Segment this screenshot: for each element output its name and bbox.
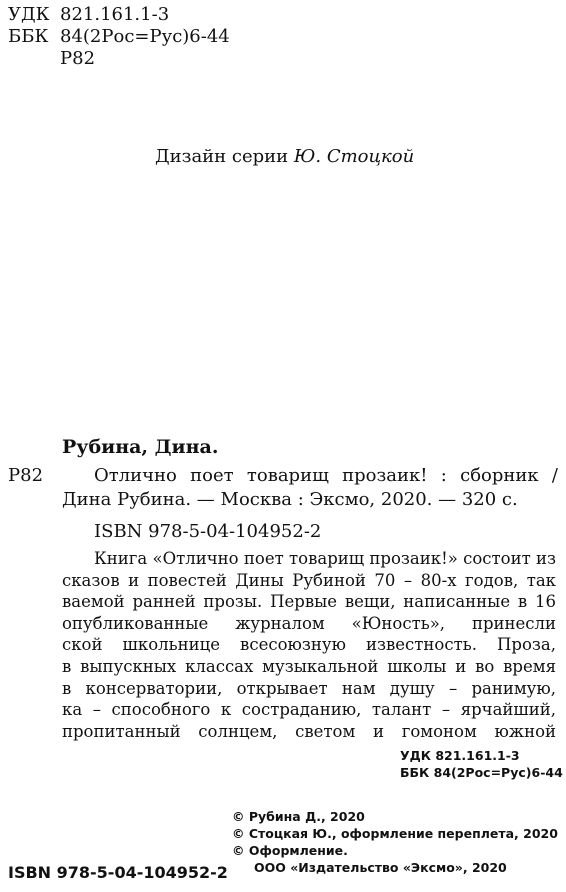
bbk-value: 84(2Рос=Рус)6-44 [60, 26, 230, 47]
bbk-label: ББК [8, 26, 49, 47]
copyright-line: © Оформление. [232, 843, 348, 858]
series-prefix: Дизайн серии [155, 146, 289, 167]
footer-udk: УДК 821.161.1-3 [400, 748, 520, 763]
annotation-line: ской школьнице всесоюзную известность. Проза, [62, 635, 556, 655]
bottom-isbn: ISBN 978-5-04-104952-2 [8, 863, 228, 882]
copyright-block [232, 808, 558, 876]
copyright-line: © Рубина Д., 2020 [232, 809, 365, 824]
udk-value: 821.161.1-3 [60, 4, 170, 25]
copyright-line: © Стоцкая Ю., оформление переплета, 2020 [232, 826, 558, 841]
annotation-line: сказов и повестей Дины Рубиной 70 – 80-х годов, так [62, 570, 556, 590]
author-mark-row [8, 48, 230, 70]
title-line-1: Отлично поет товарищ прозаик! : сборник / [94, 465, 558, 486]
annotation-line: пропитанный солнцем, светом и гомоном южной [62, 721, 556, 741]
copyright-line: ООО «Издательство «Эксмо», 2020 [254, 860, 507, 875]
annotation-line: в консерватории, открывает нам душу – ранимую, [62, 678, 556, 698]
classification-block [8, 4, 230, 70]
annotation-line: в выпускных классах музыкальной школы и во время [62, 656, 556, 676]
record-isbn: ISBN 978-5-04-104952-2 [94, 521, 322, 542]
annotation-line: Книга «Отлично поет товарищ прозаик!» состоит из [94, 549, 556, 568]
udk-row [8, 4, 230, 26]
author-mark-top: Р82 [60, 48, 96, 69]
series-design-credit [155, 146, 414, 167]
annotation-line: опубликованные журналом «Юность», принесли [62, 613, 556, 633]
title-line-2: Дина Рубина. — Москва : Эксмо, 2020. — 320 с. [62, 489, 518, 510]
bbk-row [8, 26, 230, 48]
footer-classification [400, 747, 563, 781]
author-heading: Рубина, Дина. [62, 436, 219, 458]
annotation [62, 548, 556, 742]
author-mark: Р82 [8, 465, 44, 486]
footer-bbk: ББК 84(2Рос=Рус)6-44 [400, 765, 563, 780]
udk-label: УДК [8, 4, 50, 25]
annotation-line: ка – способного к состраданию, талант – ярчайший, [62, 700, 556, 720]
annotation-line: ваемой ранней прозы. Первые вещи, написанные в 16 [62, 592, 556, 612]
series-designer: Ю. Стоцкой [293, 146, 415, 167]
